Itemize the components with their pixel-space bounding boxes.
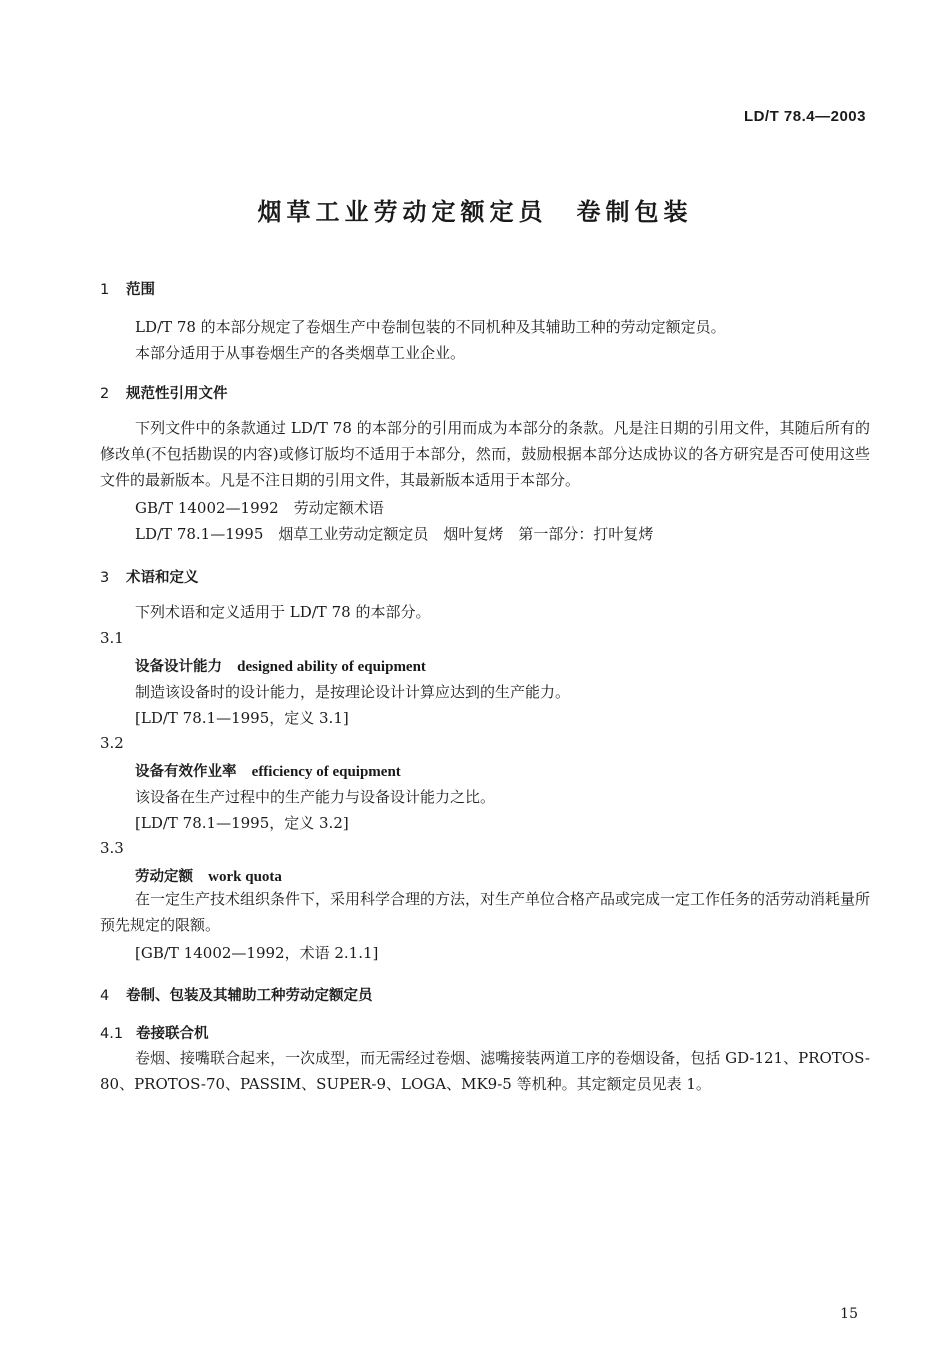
paragraph: 下列术语和定义适用于 LD/T 78 的本部分。 [135, 603, 431, 621]
term-heading [135, 760, 401, 781]
term-en: designed ability of equipment [237, 659, 426, 675]
section-number: 2 [100, 386, 110, 402]
term-zh: 设备设计能力 [135, 659, 222, 675]
term-number: 3.3 [100, 839, 124, 857]
section-title: 规范性引用文件 [126, 386, 228, 402]
paragraph: LD/T 78 的本部分规定了卷烟生产中卷制包装的不同机种及其辅助工种的劳动定额定员。 [135, 318, 726, 336]
page-title: 烟草工业劳动定额定员 卷制包装 [257, 198, 693, 226]
section-1-heading [100, 278, 870, 299]
paragraph: 本部分适用于从事卷烟生产的各类烟草工业企业。 [135, 344, 466, 362]
section-title: 术语和定义 [126, 570, 199, 586]
page-number: 15 [840, 1306, 858, 1322]
subsection-number: 4.1 [100, 1026, 124, 1042]
subsection-4-1-heading [100, 1022, 870, 1043]
section-number: 1 [100, 282, 110, 298]
section-title: 范围 [126, 282, 155, 298]
term-definition: 该设备在生产过程中的生产能力与设备设计能力之比。 [135, 788, 496, 806]
term-en: work quota [208, 869, 282, 885]
term-zh: 劳动定额 [135, 869, 193, 885]
reference-item: GB/T 14002—1992 劳动定额术语 [135, 499, 384, 517]
standard-code: LD/T 78.4—2003 [743, 108, 866, 125]
paragraph: 卷烟、接嘴联合起来，一次成型，而无需经过卷烟、滤嘴接装两道工序的卷烟设备，包括 GD-121、PROTOS-80、PROTOS-70、PASSIM、SUPER-9、LOGA、MK9-5 等机种。其定额定员见表 1。 [100, 1049, 870, 1093]
subsection-title: 卷接联合机 [136, 1026, 209, 1042]
term-heading [135, 865, 282, 886]
term-definition: 在一定生产技术组织条件下，采用科学合理的方法，对生产单位合格产品或完成一定工作任务的活劳动消耗量所预先规定的限额。 [100, 890, 871, 934]
section-2-heading [100, 382, 870, 403]
term-en: efficiency of equipment [251, 764, 401, 780]
section-number: 3 [100, 570, 110, 586]
section-4-heading [100, 984, 870, 1005]
term-zh: 设备有效作业率 [135, 764, 237, 780]
section-title: 卷制、包装及其辅助工种劳动定额定员 [126, 988, 373, 1004]
term-source: [LD/T 78.1—1995，定义 3.2] [135, 814, 349, 832]
section-number: 4 [100, 988, 110, 1004]
term-source: [GB/T 14002—1992，术语 2.1.1] [135, 944, 379, 962]
term-number: 3.1 [100, 629, 124, 647]
term-source: [LD/T 78.1—1995，定义 3.1] [135, 709, 349, 727]
section-3-heading [100, 566, 870, 587]
reference-item: LD/T 78.1—1995 烟草工业劳动定额定员 烟叶复烤 第一部分：打叶复烤 [135, 525, 654, 543]
term-heading [135, 655, 426, 676]
paragraph: 下列文件中的条款通过 LD/T 78 的本部分的引用而成为本部分的条款。凡是注日期的引用文件，其随后所有的修改单(不包括勘误的内容)或修订版均不适用于本部分，然而，鼓励根据本部分达成协议的各方研究是否可使用这些文件的最新版本。凡是不注日期的引用文件，其最新版本适用于本部分。 [100, 419, 870, 489]
term-number: 3.2 [100, 734, 124, 752]
term-definition: 制造该设备时的设计能力，是按理论设计计算应达到的生产能力。 [135, 683, 571, 701]
